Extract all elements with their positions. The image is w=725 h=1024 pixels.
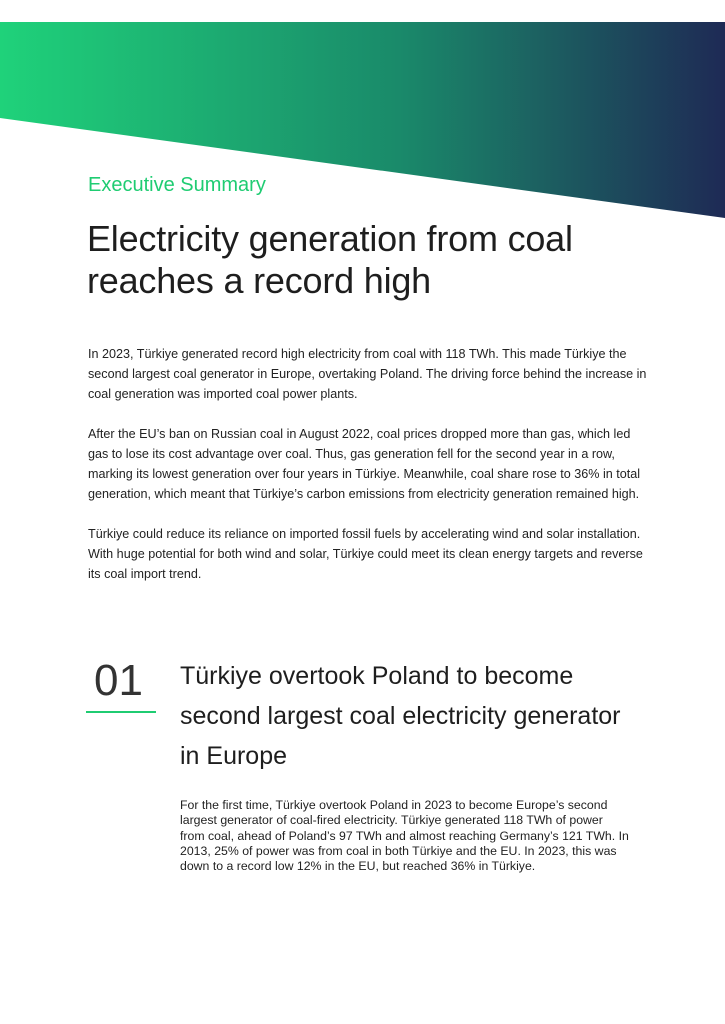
intro-paragraph-2: After the EU’s ban on Russian coal in August 2022, coal prices dropped more than gas, which led gas to lose its cost advantage over coal. Thus, gas generation fell for the second year in a row, marking its lowest generation over four years in Türkiye. Meanwhile, coal share rose to 36% in total generation, which meant that Türkiye’s carbon emissions from electricity generation remained high. (88, 427, 641, 501)
page-title-line-1: Electricity generation from coal (87, 218, 573, 259)
intro-paragraph-1: In 2023, Türkiye generated record high electricity from coal with 118 TWh. This made Türkiye the second largest coal generator in Europe, overtaking Poland. The driving force behind the increase in coal generation was imported coal power plants. (88, 347, 647, 401)
intro-text (88, 344, 648, 604)
section-body: For the first time, Türkiye overtook Poland in 2023 to become Europe’s second largest generator of coal-fired electricity. Türkiye generated 118 TWh of power from coal, ahead of Poland’s 97 TWh and almost reaching Germany’s 121 TWh. In 2013, 25% of power was from coal in both Türkiye and the EU. In 2023, this was down to a record low 12% in the EU, but reached 36% in Türkiye. (180, 798, 629, 874)
section-title: Türkiye overtook Poland to become second largest coal electricity generator in Europe (180, 662, 621, 770)
section-number-underline (86, 711, 156, 713)
intro-paragraph-3: Türkiye could reduce its reliance on imported fossil fuels by accelerating wind and solar installation. With huge potential for both wind and solar, Türkiye could meet its clean energy targets and reverse its coal import trend. (88, 527, 643, 581)
section-number: 01 (94, 656, 143, 705)
page-title (87, 218, 687, 302)
page-title-line-2: reaches a record high (87, 260, 432, 301)
section-label: Executive Summary (88, 174, 266, 196)
